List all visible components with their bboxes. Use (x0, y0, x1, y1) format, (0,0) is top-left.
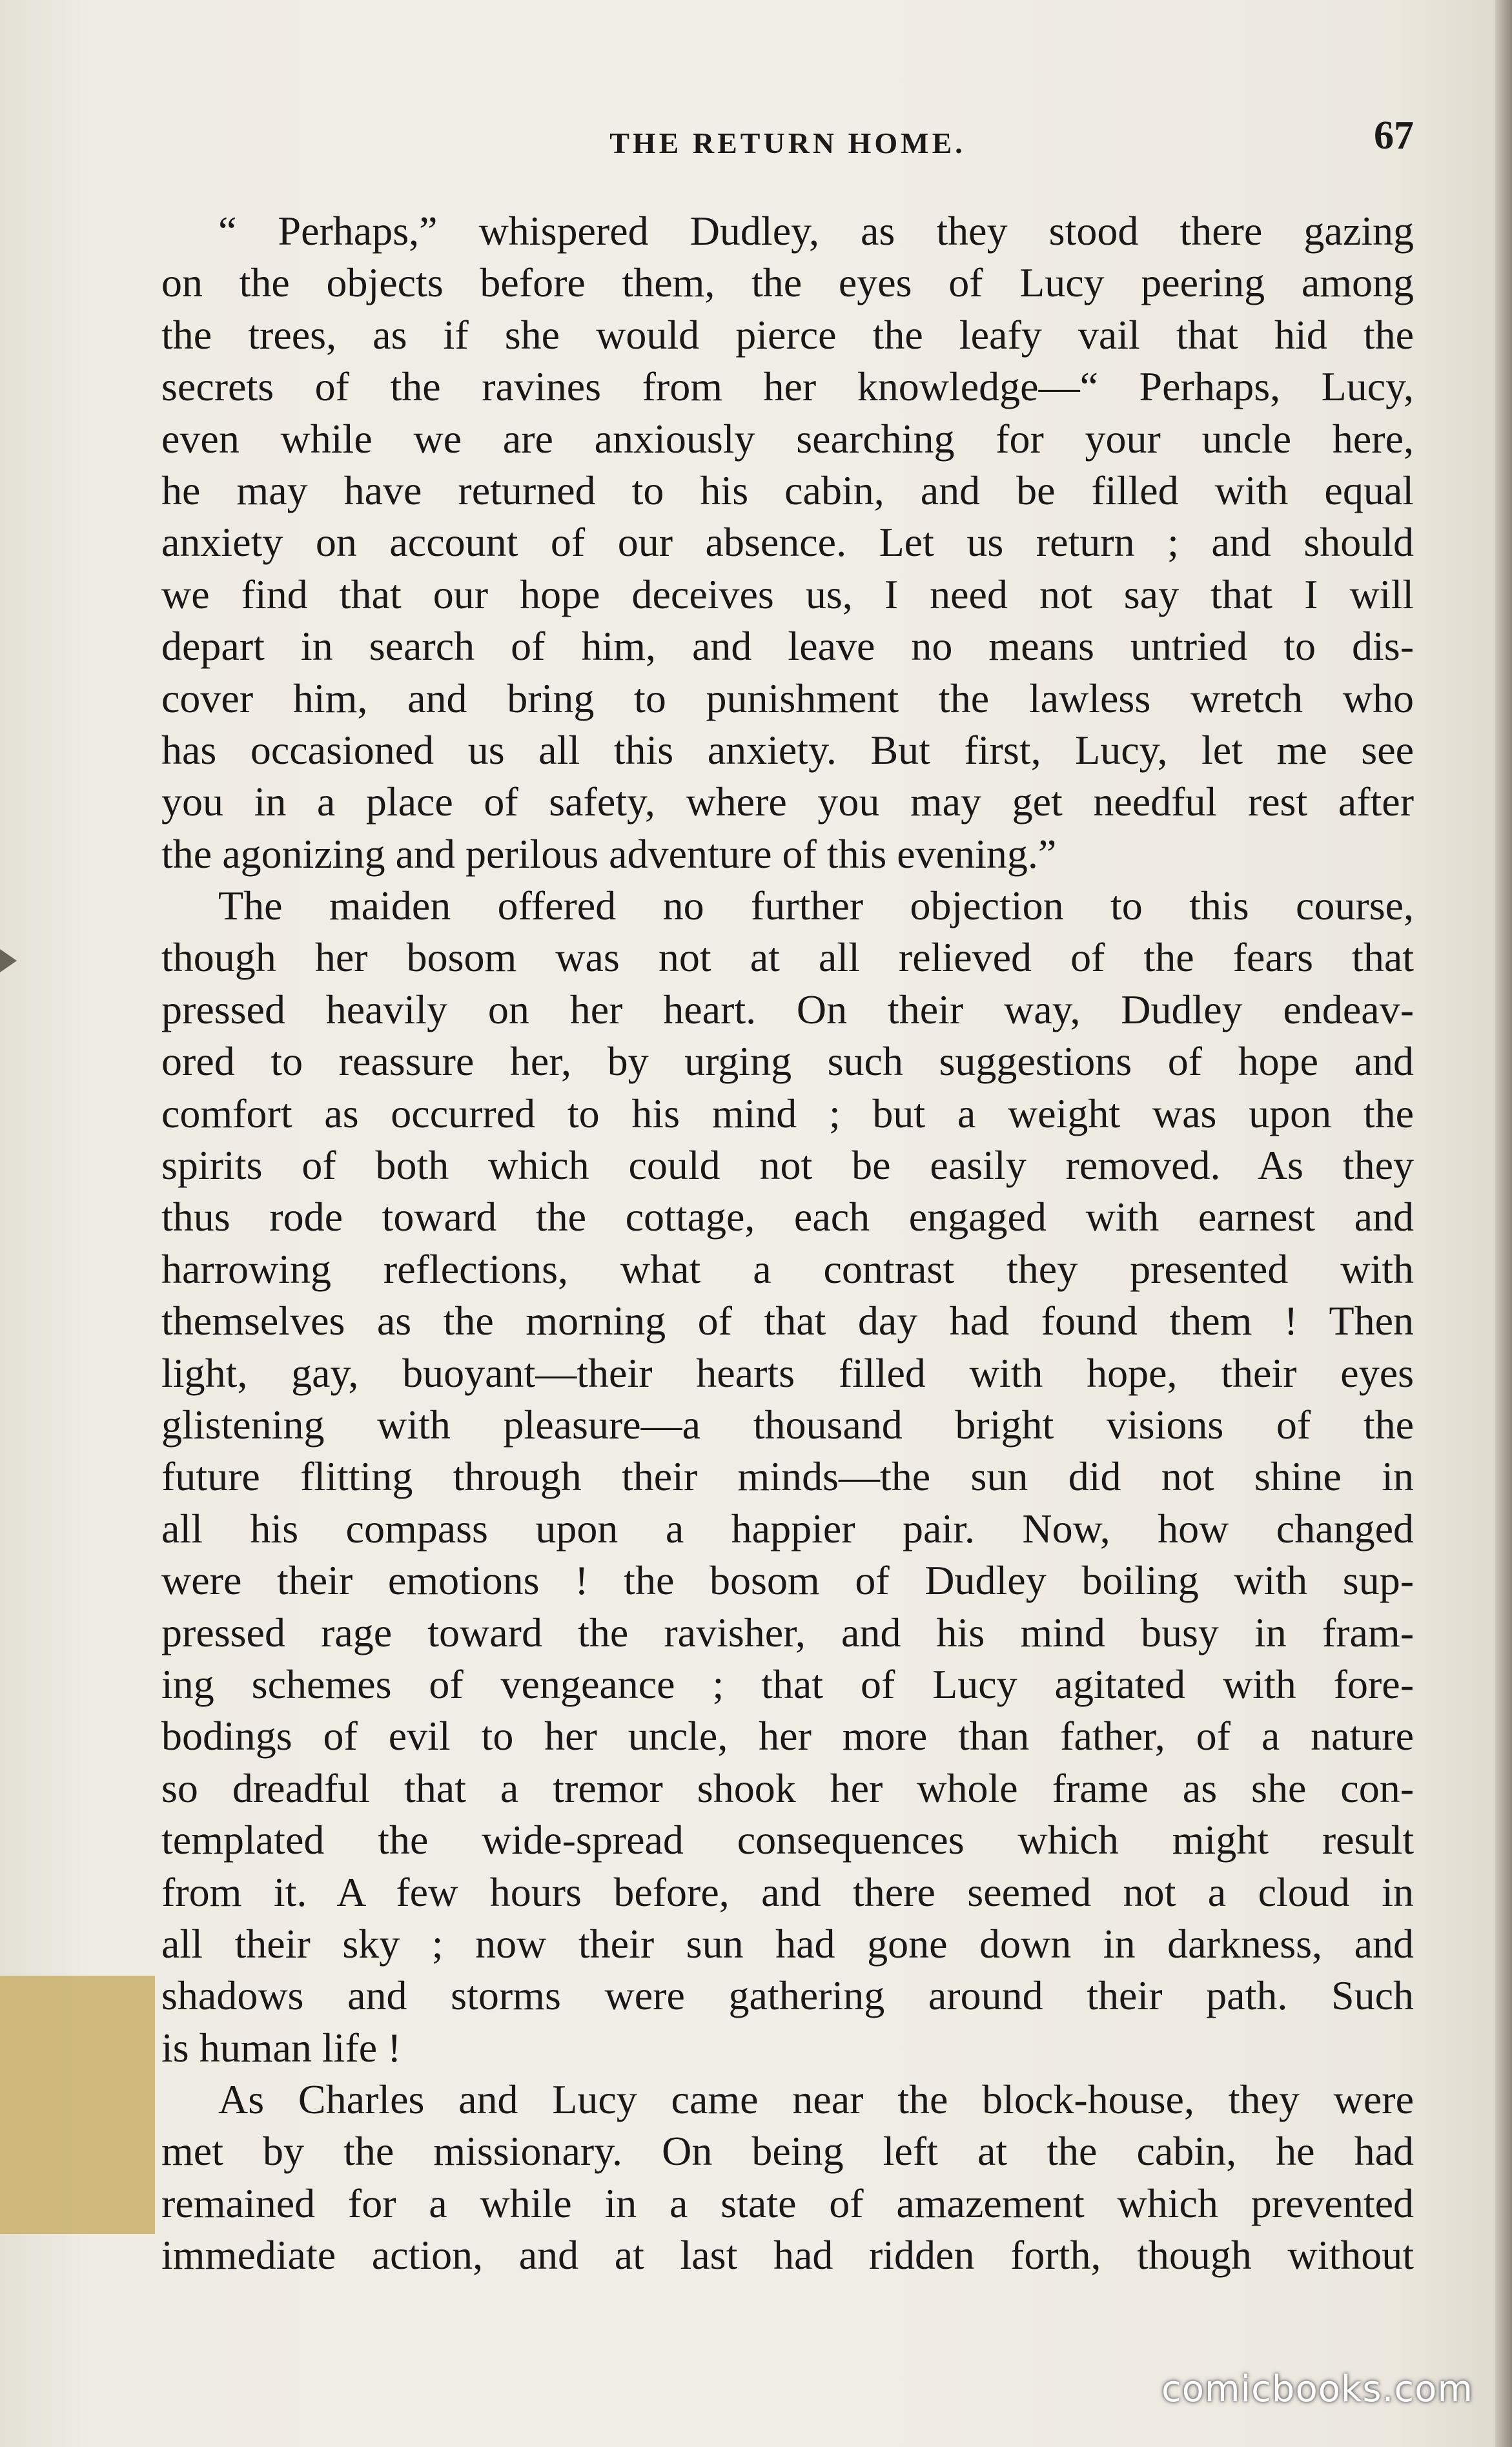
text-line: you in a place of safety, where you may get needful rest after (161, 779, 1414, 825)
text-line: so dreadful that a tremor shook her whole frame as she con- (161, 1765, 1414, 1811)
text-line: all his compass upon a happier pair. Now, how changed (161, 1505, 1414, 1551)
text-line: As Charles and Lucy came near the block-house, they were (218, 2076, 1414, 2123)
text-line: though her bosom was not at all relieved of the fears that (161, 934, 1414, 981)
text-line: anxiety on account of our absence. Let us return ; and should (161, 519, 1414, 566)
paragraph-2 (161, 880, 1414, 2074)
text-line: immediate action, and at last had ridden forth, though without (161, 2232, 1414, 2278)
text-line: “ Perhaps,” whispered Dudley, as they stood there gazing (218, 208, 1414, 254)
text-line: future flitting through their minds—the sun did not shine in (161, 1453, 1414, 1500)
text-line: all their sky ; now their sun had gone down in darkness, and (161, 1920, 1414, 1967)
text-line: harrowing reflections, what a contrast they presented with (161, 1245, 1414, 1292)
text-line: light, gay, buoyant—their hearts filled with hope, their eyes (161, 1349, 1414, 1396)
text-line: bodings of evil to her uncle, her more than father, of a nature (161, 1713, 1414, 1759)
watermark-text: comicbooks.com (1161, 2368, 1473, 2410)
text-line: on the objects before them, the eyes of Lucy peering among (161, 260, 1414, 306)
text-line: remained for a while in a state of amazement which prevented (161, 2180, 1414, 2226)
text-line: from it. A few hours before, and there seemed not a cloud in (161, 1869, 1414, 1915)
page-fold-mark (0, 949, 17, 972)
text-line: the agonizing and perilous adventure of this evening.” (161, 830, 1057, 877)
text-line: depart in search of him, and leave no means untried to dis- (161, 623, 1414, 670)
text-line: The maiden offered no further objection to this course, (218, 883, 1414, 929)
text-line: even while we are anxiously searching for your uncle here, (161, 415, 1414, 462)
text-line: spirits of both which could not be easily removed. As they (161, 1142, 1414, 1189)
text-line: ored to reassure her, by urging such suggestions of hope and (161, 1038, 1414, 1085)
paragraph-3 (161, 2074, 1414, 2282)
text-line: thus rode toward the cottage, each engaged with earnest and (161, 1194, 1414, 1240)
text-line: secrets of the ravines from her knowledge—“ Perhaps, Lucy, (161, 363, 1414, 410)
text-line: ing schemes of vengeance ; that of Lucy agitated with fore- (161, 1661, 1414, 1707)
text-line: glistening with pleasure—a thousand bright visions of the (161, 1401, 1414, 1448)
text-line: shadows and storms were gathering around their path. Such (161, 1972, 1414, 2019)
text-line: pressed heavily on her heart. On their way, Dudley endeav- (161, 986, 1414, 1032)
text-line: themselves as the morning of that day had found them ! Then (161, 1298, 1414, 1344)
page-number: 67 (1374, 114, 1414, 158)
text-line: met by the missionary. On being left at the cabin, he had (161, 2128, 1414, 2175)
text-line: the trees, as if she would pierce the leafy vail that hid the (161, 311, 1414, 358)
text-line: is human life ! (161, 2024, 402, 2071)
paragraph-1 (161, 205, 1414, 880)
text-line: templated the wide-spread consequences which might result (161, 1817, 1414, 1863)
text-line: were their emotions ! the bosom of Dudley boiling with sup- (161, 1557, 1414, 1604)
paper-stain (0, 1976, 155, 2234)
text-line: we find that our hope deceives us, I need not say that I will (161, 571, 1414, 617)
running-head: THE RETURN HOME. (609, 127, 966, 159)
page-edge-shadow (1495, 0, 1512, 2447)
text-line: comfort as occurred to his mind ; but a weight was upon the (161, 1090, 1414, 1136)
text-line: cover him, and bring to punishment the lawless wretch who (161, 675, 1414, 721)
body-text (161, 205, 1414, 2282)
text-line: he may have returned to his cabin, and be filled with equal (161, 467, 1414, 513)
page-header (161, 113, 1414, 171)
text-line: pressed rage toward the ravisher, and his mind busy in fram- (161, 1609, 1414, 1655)
text-line: has occasioned us all this anxiety. But first, Lucy, let me see (161, 726, 1414, 773)
